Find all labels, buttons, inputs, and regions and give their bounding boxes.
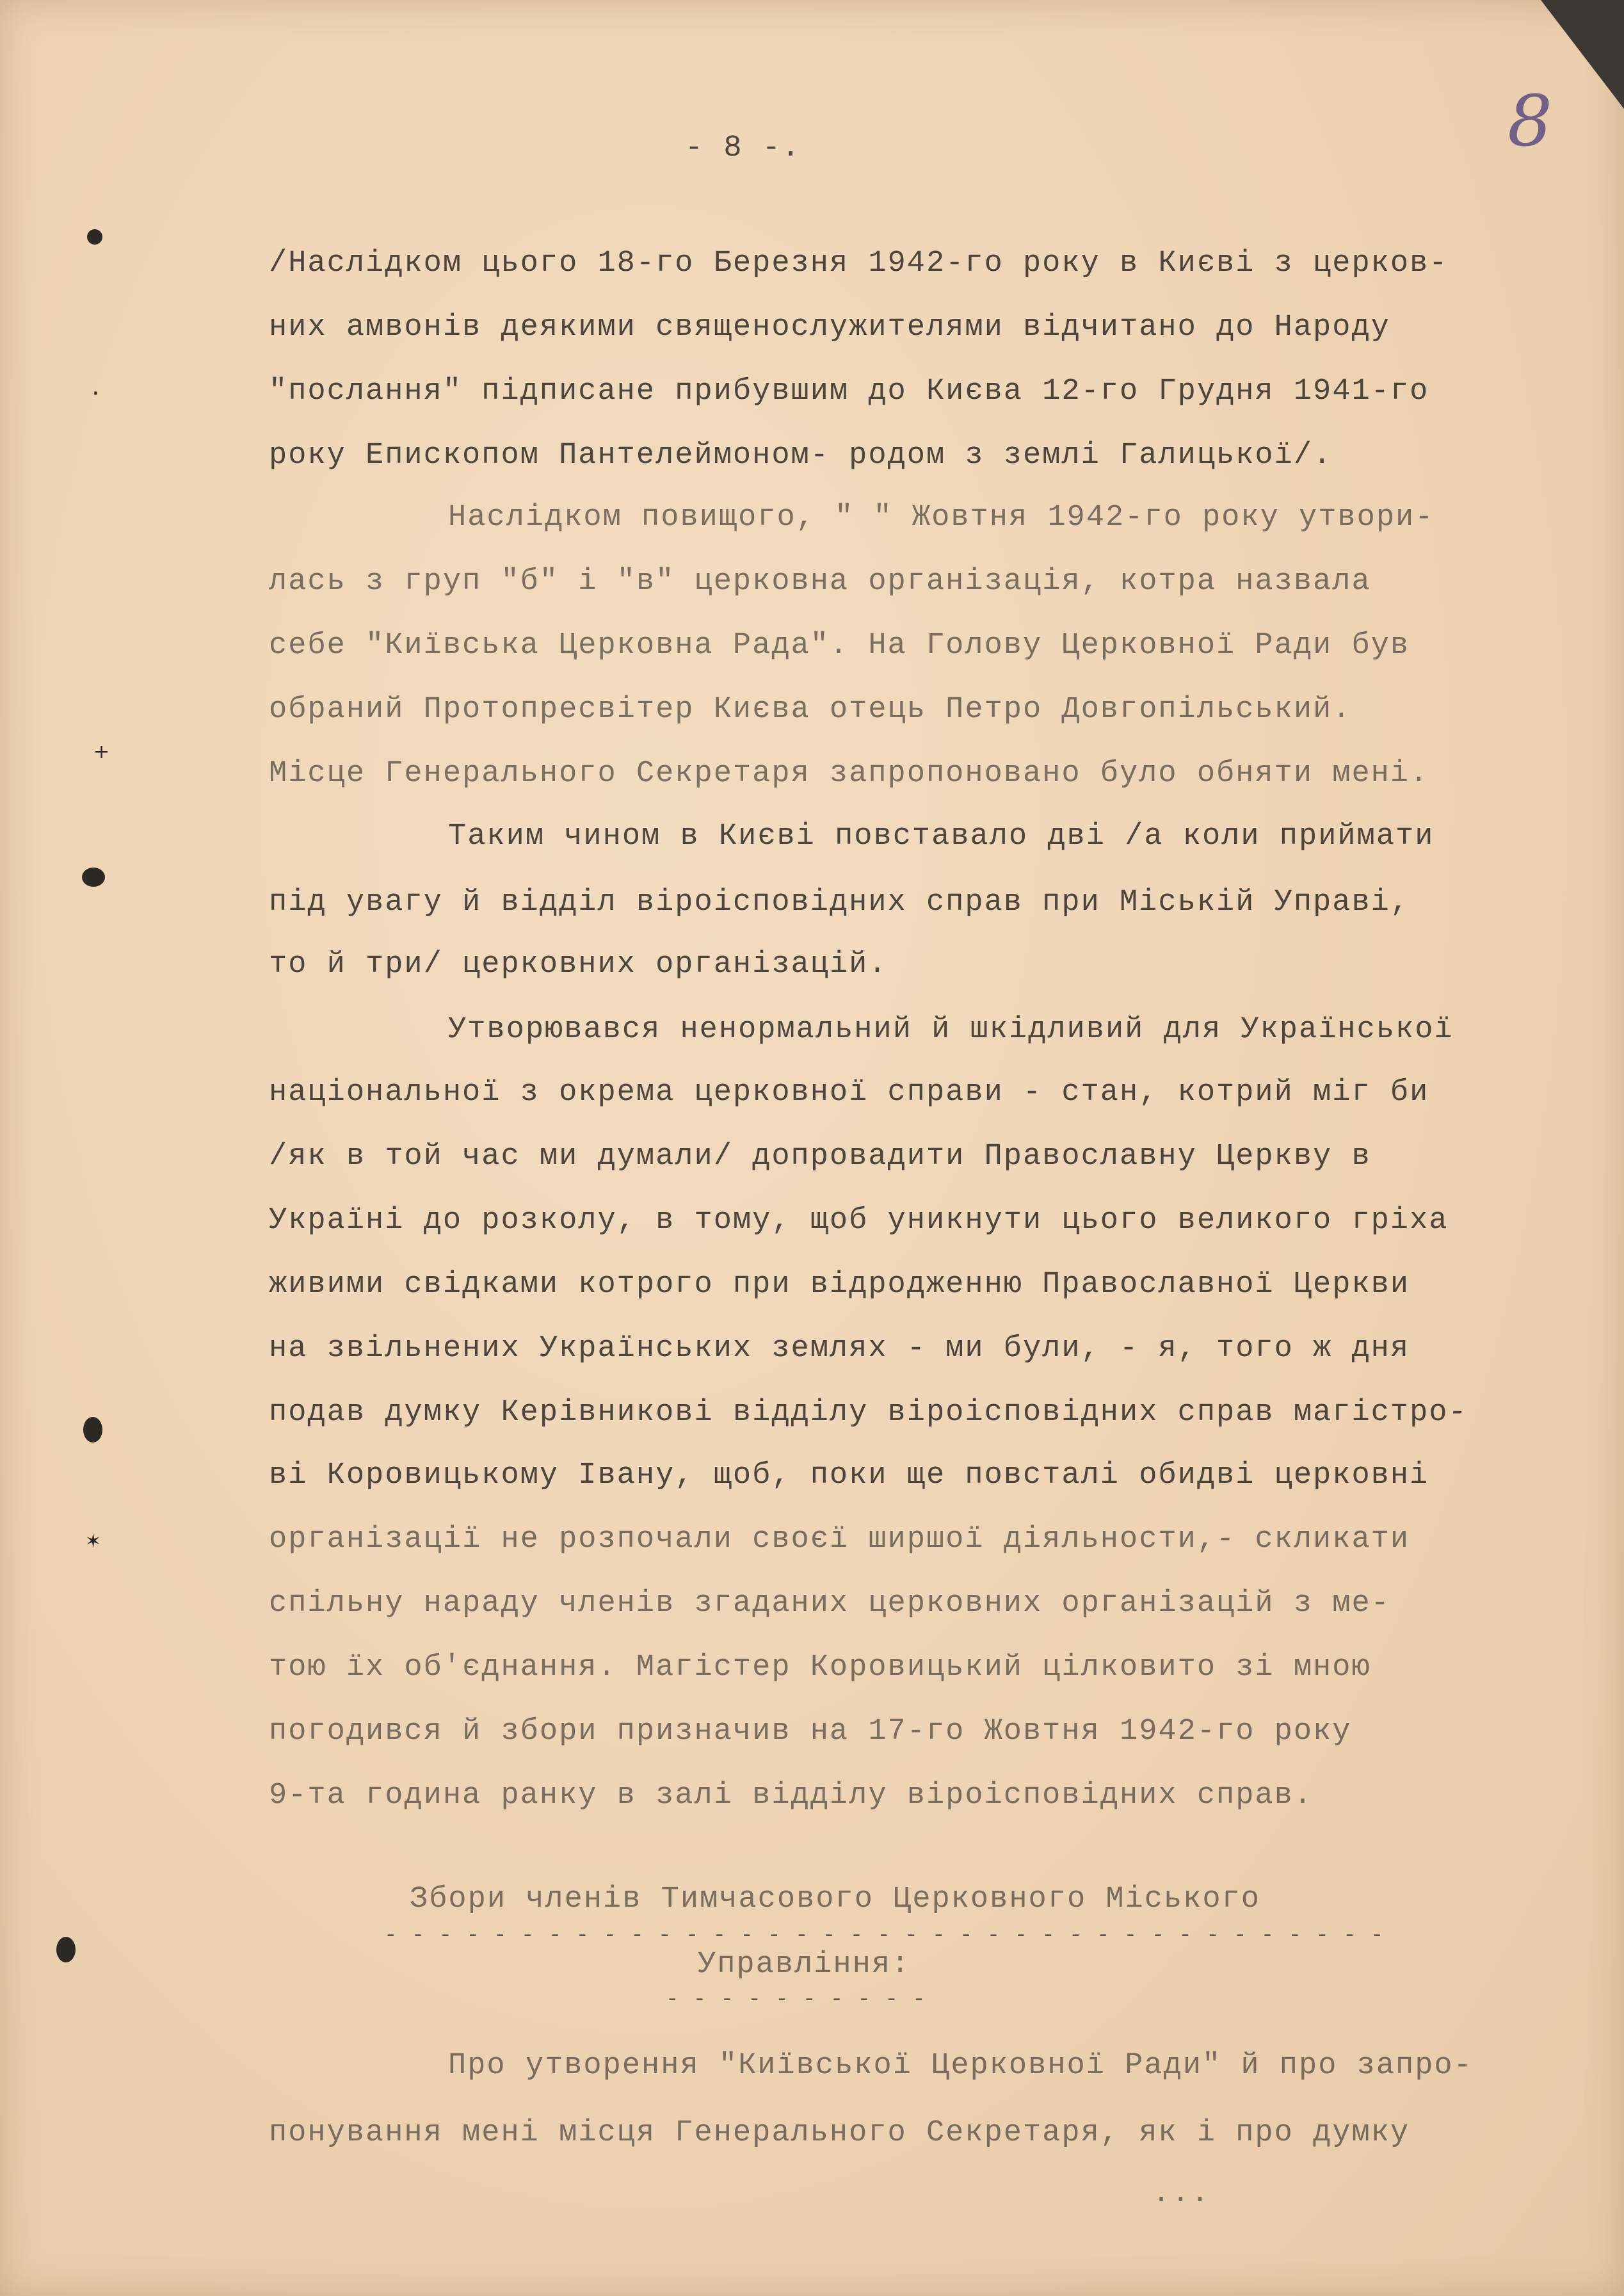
small-mark: + [93,741,110,763]
heading-underline: - - - - - - - - - - - - - - - - - - - - - - - - - - - - - - - - - - - - - [384,1924,1385,1948]
text-line: /Наслідком цього 18-го Березня 1942-го року в Києві з церков- [269,247,1449,280]
continuation-mark: ... [1152,2177,1210,2211]
text-line: спільну нараду членів згаданих церковних організацій з ме- [269,1587,1390,1621]
text-line: то й три/ церковних організацій. [269,948,888,982]
text-line: організації не розпочали своєї ширшої діяльности,- скликати [269,1523,1410,1556]
text-line: національної з окрема церковної справи - стан, котрий міг би [269,1076,1429,1110]
heading-underline: - - - - - - - - - - [666,1988,926,2012]
text-line: "послання" підписане прибувшим до Києва 12-го Грудня 1941-го [269,375,1429,408]
small-mark: · [92,379,100,408]
text-line: Наслідком повищого, " " Жовтня 1942-го року утвори- [448,501,1435,535]
text-line: Утворювався ненормальний й шкідливий для Української [448,1013,1454,1047]
text-line: себе "Київська Церковна Рада". На Голову Церковної Ради був [269,629,1410,663]
section-heading: Збори членів Тимчасового Церковного Міського [410,1882,1261,1916]
binder-hole [82,868,105,887]
text-line: Місце Генерального Секретаря запропоновано було обняти мені. [269,757,1429,791]
typed-page-number: - 8 -. [685,131,801,165]
text-line: Про утворення "Київської Церковної Ради" й про запро- [448,2049,1473,2083]
small-mark: ✶ [85,1530,102,1553]
text-line: року Епископом Пантелеймоном- родом з землі Галицької/. [269,439,1333,473]
text-line: Україні до розколу, в тому, щоб уникнути цього великого гріха [269,1204,1449,1238]
text-line: Таким чином в Києві повставало дві /а коли приймати [448,820,1435,853]
text-line: погодився й збори призначив на 17-го Жовтня 1942-го року [269,1715,1352,1749]
binder-hole [56,1937,76,1962]
text-line: /як в той час ми думали/ допровадити Православну Церкву в [269,1140,1371,1174]
text-line: тою їх об'єднання. Магістер Коровицький цілковито зі мною [269,1651,1371,1685]
text-line: 9-та година ранку в залі відділу віроісповідних справ. [269,1779,1314,1813]
text-line: подав думку Керівникові відділу віроісповідних справ магістро- [269,1396,1468,1430]
handwritten-page-number: 8 [1507,80,1552,162]
torn-corner [1541,0,1624,109]
text-line: під увагу й відділ віроісповідних справ при Міській Управі, [269,885,1410,919]
text-line: обраний Протопресвітер Києва отець Петро Довгопільський. [269,693,1352,727]
text-line: на звільнених Українських землях - ми були, - я, того ж дня [269,1332,1410,1366]
text-line: живими свідками котрого при відродженню Православної Церкви [269,1268,1410,1302]
text-line: них амвонів деякими священослужителями відчитано до Народу [269,311,1390,344]
text-line: понування мені місця Генерального Секретаря, як і про думку [269,2116,1410,2150]
binder-hole [87,229,102,245]
text-line: ві Коровицькому Івану, щоб, поки ще повсталі обидві церковні [269,1459,1429,1492]
section-heading: Управління: [698,1948,911,1982]
text-line: лась з груп "б" і "в" церковна організація, котра назвала [269,565,1371,599]
binder-hole [83,1417,102,1443]
